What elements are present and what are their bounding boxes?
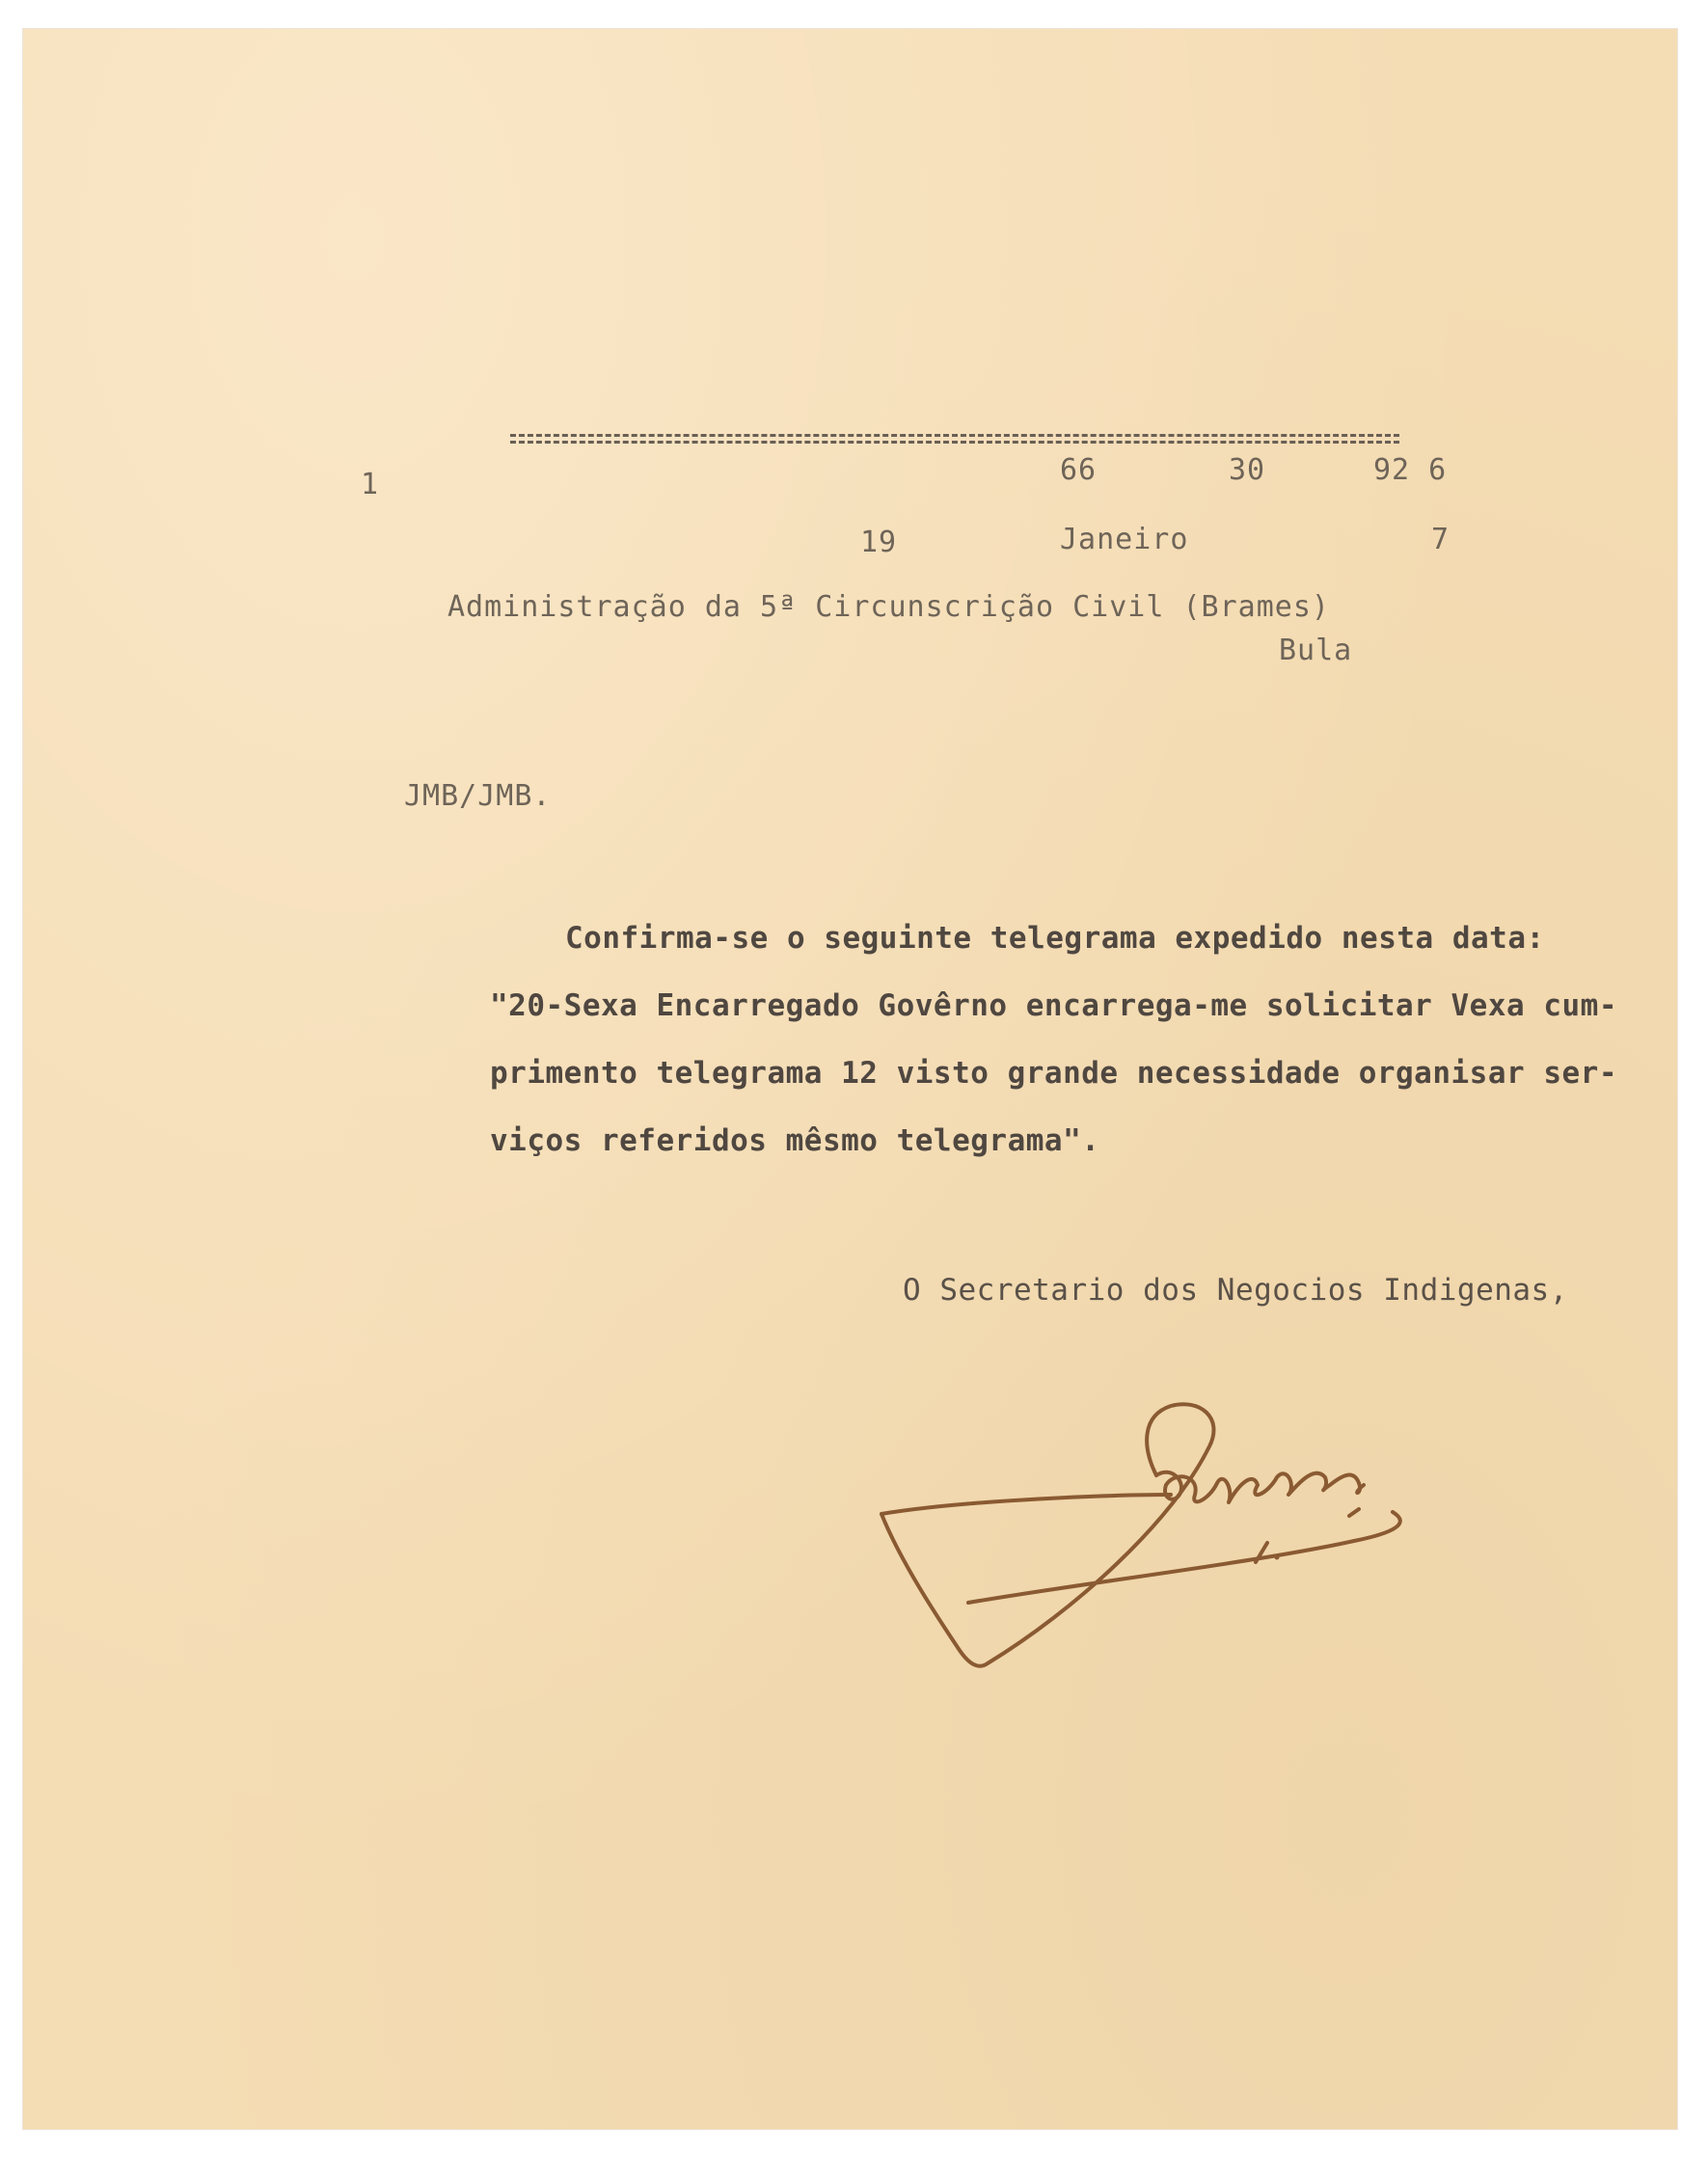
header-divider <box>510 434 1399 444</box>
addressee: Administração da 5ª Circunscrição Civil (Brames) <box>447 590 1330 624</box>
date-day: 19 <box>860 526 898 559</box>
header-code-1: 66 <box>1060 453 1098 487</box>
addressee-location: Bula <box>1279 634 1353 667</box>
document-page <box>23 29 1677 2129</box>
header-code-3: 92 6 <box>1373 453 1448 487</box>
handwritten-signature <box>853 1389 1479 1688</box>
page-number: 1 <box>361 468 380 501</box>
closing-line: O Secretario dos Negocios Indigenas, <box>903 1273 1568 1308</box>
body-line-4: viços referidos mêsmo telegrama". <box>490 1123 1100 1158</box>
reference-initials: JMB/JMB. <box>404 779 552 813</box>
body-line-2: "20-Sexa Encarregado Govêrno encarrega-me solicitar Vexa cum- <box>490 988 1617 1023</box>
header-code-2: 30 <box>1229 453 1266 487</box>
body-line-1: Confirma-se o seguinte telegrama expedido nesta data: <box>565 921 1545 956</box>
date-month: Janeiro <box>1060 523 1189 556</box>
body-line-3: primento telegrama 12 visto grande necessidade organisar ser- <box>490 1056 1617 1091</box>
date-year-digit: 7 <box>1431 523 1450 556</box>
